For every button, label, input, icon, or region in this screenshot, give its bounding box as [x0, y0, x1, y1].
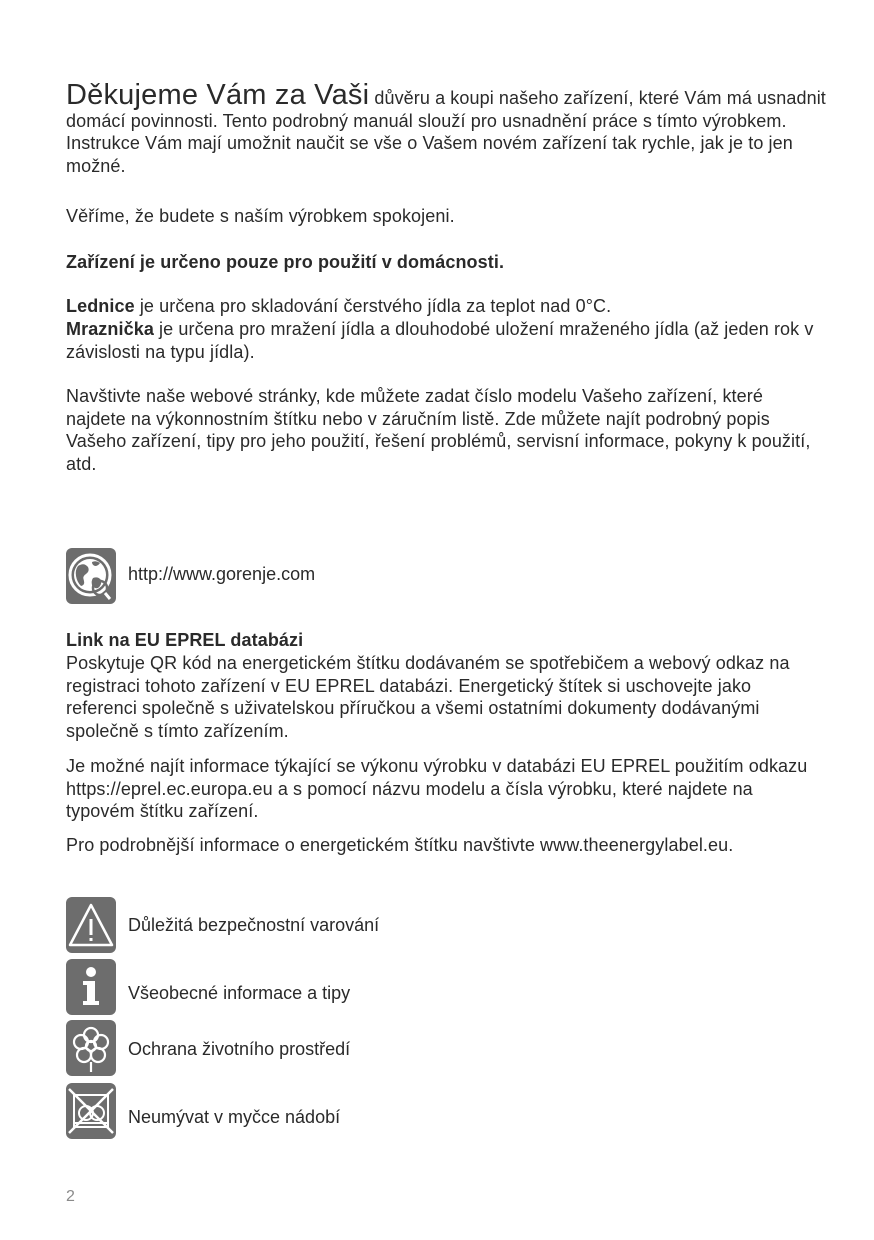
eprel-paragraph-1: Poskytuje QR kód na energetickém štítku dodávaném se spotřebičem a webový odkaz na registraci tohoto zařízení v EU EPREL databázi. Energetický štítek si uschovejte jako referenci společně s uživatelskou příručkou a všemi ostatními dokumenty dodávanými společně s tímto zařízením.: [66, 653, 790, 741]
household-only-notice: Zařízení je určeno pouze pro použití v domácnosti.: [66, 252, 505, 272]
legend-label-no-dishwasher: Neumývat v myčce nádobí: [128, 1107, 341, 1127]
legend-label-info: Všeobecné informace a tipy: [128, 983, 351, 1003]
freezer-term: Mraznička: [66, 319, 154, 339]
fridge-text: je určena pro skladování čerstvého jídla za teplot nad 0°C.: [134, 296, 612, 316]
legend-label-environment: Ochrana životního prostředí: [128, 1039, 351, 1059]
intro-paragraph: [66, 79, 826, 177]
info-icon: [66, 959, 116, 1015]
website-link[interactable]: http://www.gorenje.com: [128, 564, 316, 584]
eprel-paragraph-3: Pro podrobnější informace o energetickém štítku navštivte www.theenergylabel.eu.: [66, 835, 734, 855]
intro-text: důvěru a koupi našeho zařízení, které Vám má usnadnit domácí povinnosti. Tento podrobný manuál slouží pro usnadnění práce s tímto výrobkem. Instrukce Vám mají umožnit naučit se vše o Vašem novém zařízení tak rychle, jak je to jen možné.: [66, 88, 826, 176]
page-number: 2: [66, 1188, 75, 1205]
eprel-title: Link na EU EPREL databázi: [66, 630, 304, 650]
no-dishwasher-icon: [66, 1083, 116, 1139]
globe-icon: [66, 548, 116, 604]
flower-icon: [66, 1020, 116, 1076]
fridge-term: Lednice: [66, 296, 135, 316]
freezer-text: je určena pro mražení jídla a dlouhodobé uložení mraženého jídla (až jeden rok v závislosti na typu jídla).: [66, 319, 814, 362]
freezer-description: [66, 318, 826, 363]
legend-label-warning: Důležitá bezpečnostní varování: [128, 915, 380, 935]
intro-heading: Děkujeme Vám za Vaši: [66, 79, 370, 111]
eprel-paragraph-2: Je možné najít informace týkající se výkonu výrobku v databázi EU EPREL použitím odkazu https://eprel.ec.europa.eu a s pomocí názvu modelu a čísla výrobku, které najdete na typovém štítku zařízení.: [66, 756, 808, 821]
satisfaction-text: Věříme, že budete s naším výrobkem spokojeni.: [66, 206, 455, 226]
website-info-text: Navštivte naše webové stránky, kde můžete zadat číslo modelu Vašeho zařízení, které najdete na výkonnostním štítku nebo v záručním listě. Zde můžete najít podrobný popis Vašeho zařízení, tipy pro jeho použití, řešení problémů, servisní informace, pokyny k použití, atd.: [66, 386, 811, 474]
fridge-description: [66, 295, 826, 318]
warning-triangle-icon: [66, 897, 116, 953]
